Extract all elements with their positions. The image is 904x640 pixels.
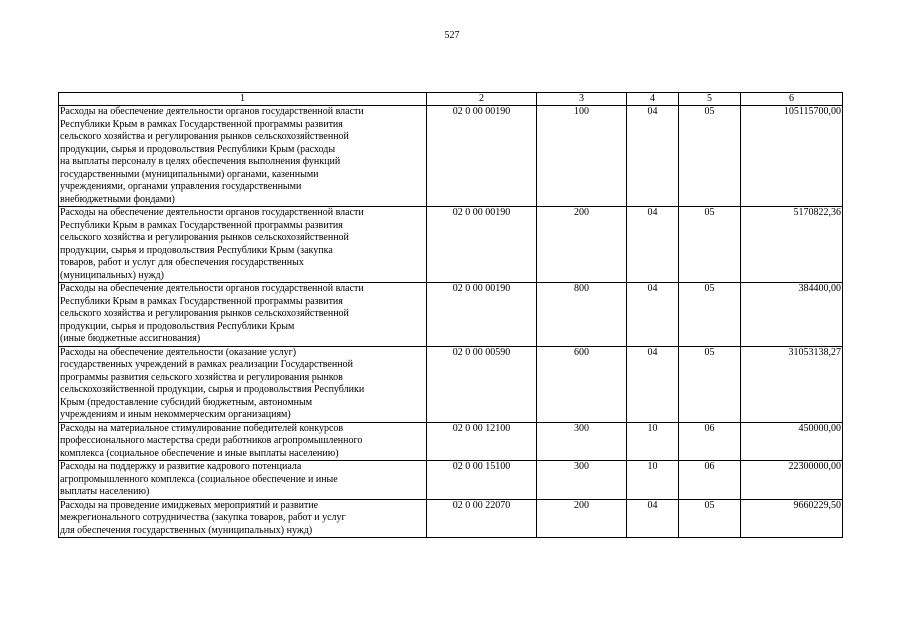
row-description: Расходы на обеспечение деятельности органов государственной власти Республики Крым в рамках Государственной программы развития сельского хозяйства и регулирования рынков сельскохозяйственной продукции, сырья и продовольствия Республики Крым (расходы на выплаты персоналу в целях обеспечения выполнения функций государственными (муниципальными) органами, казенными учреждениями, органами управления государственными внебюджетными фондами) bbox=[59, 106, 427, 207]
row-description: Расходы на обеспечение деятельности органов государственной власти Республики Крым в рамках Государственной программы развития сельского хозяйства и регулирования рынков сельскохозяйственной продукции, сырья и продовольствия Республики Крым (иные бюджетные ассигнования) bbox=[59, 283, 427, 347]
row-description: Расходы на материальное стимулирование победителей конкурсов профессионального мастерства среди работников агропромышленного комплекса (социальное обеспечение и иные выплаты населению) bbox=[59, 422, 427, 461]
row-target-code: 02 0 00 00190 bbox=[427, 207, 537, 283]
row-amount: 5170822,36 bbox=[741, 207, 843, 283]
row-subsection: 06 bbox=[679, 461, 741, 500]
row-section: 04 bbox=[627, 283, 679, 347]
table-row bbox=[59, 499, 843, 538]
row-target-code: 02 0 00 00590 bbox=[427, 346, 537, 422]
row-target-code: 02 0 00 00190 bbox=[427, 106, 537, 207]
row-amount: 22300000,00 bbox=[741, 461, 843, 500]
row-section: 04 bbox=[627, 106, 679, 207]
column-header: 6 bbox=[741, 93, 843, 106]
row-expense-type: 100 bbox=[537, 106, 627, 207]
budget-table bbox=[58, 92, 843, 538]
row-subsection: 06 bbox=[679, 422, 741, 461]
column-header: 4 bbox=[627, 93, 679, 106]
row-subsection: 05 bbox=[679, 283, 741, 347]
row-description: Расходы на обеспечение деятельности органов государственной власти Республики Крым в рамках Государственной программы развития сельского хозяйства и регулирования рынков сельскохозяйственной продукции, сырья и продовольствия Республики Крым (закупка товаров, работ и услуг для обеспечения государственных (муниципальных) нужд) bbox=[59, 207, 427, 283]
row-target-code: 02 0 00 22070 bbox=[427, 499, 537, 538]
row-amount: 105115700,00 bbox=[741, 106, 843, 207]
table-row bbox=[59, 207, 843, 283]
row-subsection: 05 bbox=[679, 499, 741, 538]
table-header-row bbox=[59, 93, 843, 106]
row-subsection: 05 bbox=[679, 106, 741, 207]
row-section: 10 bbox=[627, 422, 679, 461]
row-expense-type: 800 bbox=[537, 283, 627, 347]
row-expense-type: 300 bbox=[537, 461, 627, 500]
row-amount: 450000,00 bbox=[741, 422, 843, 461]
column-header: 1 bbox=[59, 93, 427, 106]
table-row bbox=[59, 283, 843, 347]
table-row bbox=[59, 346, 843, 422]
row-description: Расходы на поддержку и развитие кадрового потенциала агропромышленного комплекса (социальное обеспечение и иные выплаты населению) bbox=[59, 461, 427, 500]
row-expense-type: 200 bbox=[537, 499, 627, 538]
row-expense-type: 300 bbox=[537, 422, 627, 461]
row-section: 04 bbox=[627, 499, 679, 538]
row-expense-type: 600 bbox=[537, 346, 627, 422]
row-amount: 31053138,27 bbox=[741, 346, 843, 422]
row-expense-type: 200 bbox=[537, 207, 627, 283]
row-amount: 9660229,50 bbox=[741, 499, 843, 538]
row-target-code: 02 0 00 00190 bbox=[427, 283, 537, 347]
column-header: 5 bbox=[679, 93, 741, 106]
row-target-code: 02 0 00 15100 bbox=[427, 461, 537, 500]
row-subsection: 05 bbox=[679, 346, 741, 422]
row-description: Расходы на обеспечение деятельности (оказание услуг) государственных учреждений в рамках реализации Государственной программы развития сельского хозяйства и регулирования рынков сельскохозяйственной продукции, сырья и продовольствия Республики Крым (предоставление субсидий бюджетным, автономным учреждениям и иным некоммерческим организациям) bbox=[59, 346, 427, 422]
row-subsection: 05 bbox=[679, 207, 741, 283]
page-number: 527 bbox=[444, 30, 460, 41]
column-header: 2 bbox=[427, 93, 537, 106]
row-target-code: 02 0 00 12100 bbox=[427, 422, 537, 461]
table-row bbox=[59, 106, 843, 207]
table-row bbox=[59, 422, 843, 461]
row-amount: 384400,00 bbox=[741, 283, 843, 347]
row-section: 04 bbox=[627, 346, 679, 422]
row-description: Расходы на проведение имиджевых мероприятий и развитие межрегионального сотрудничества (закупка товаров, работ и услуг для обеспечения государственных (муниципальных) нужд) bbox=[59, 499, 427, 538]
row-section: 10 bbox=[627, 461, 679, 500]
row-section: 04 bbox=[627, 207, 679, 283]
table-row bbox=[59, 461, 843, 500]
column-header: 3 bbox=[537, 93, 627, 106]
